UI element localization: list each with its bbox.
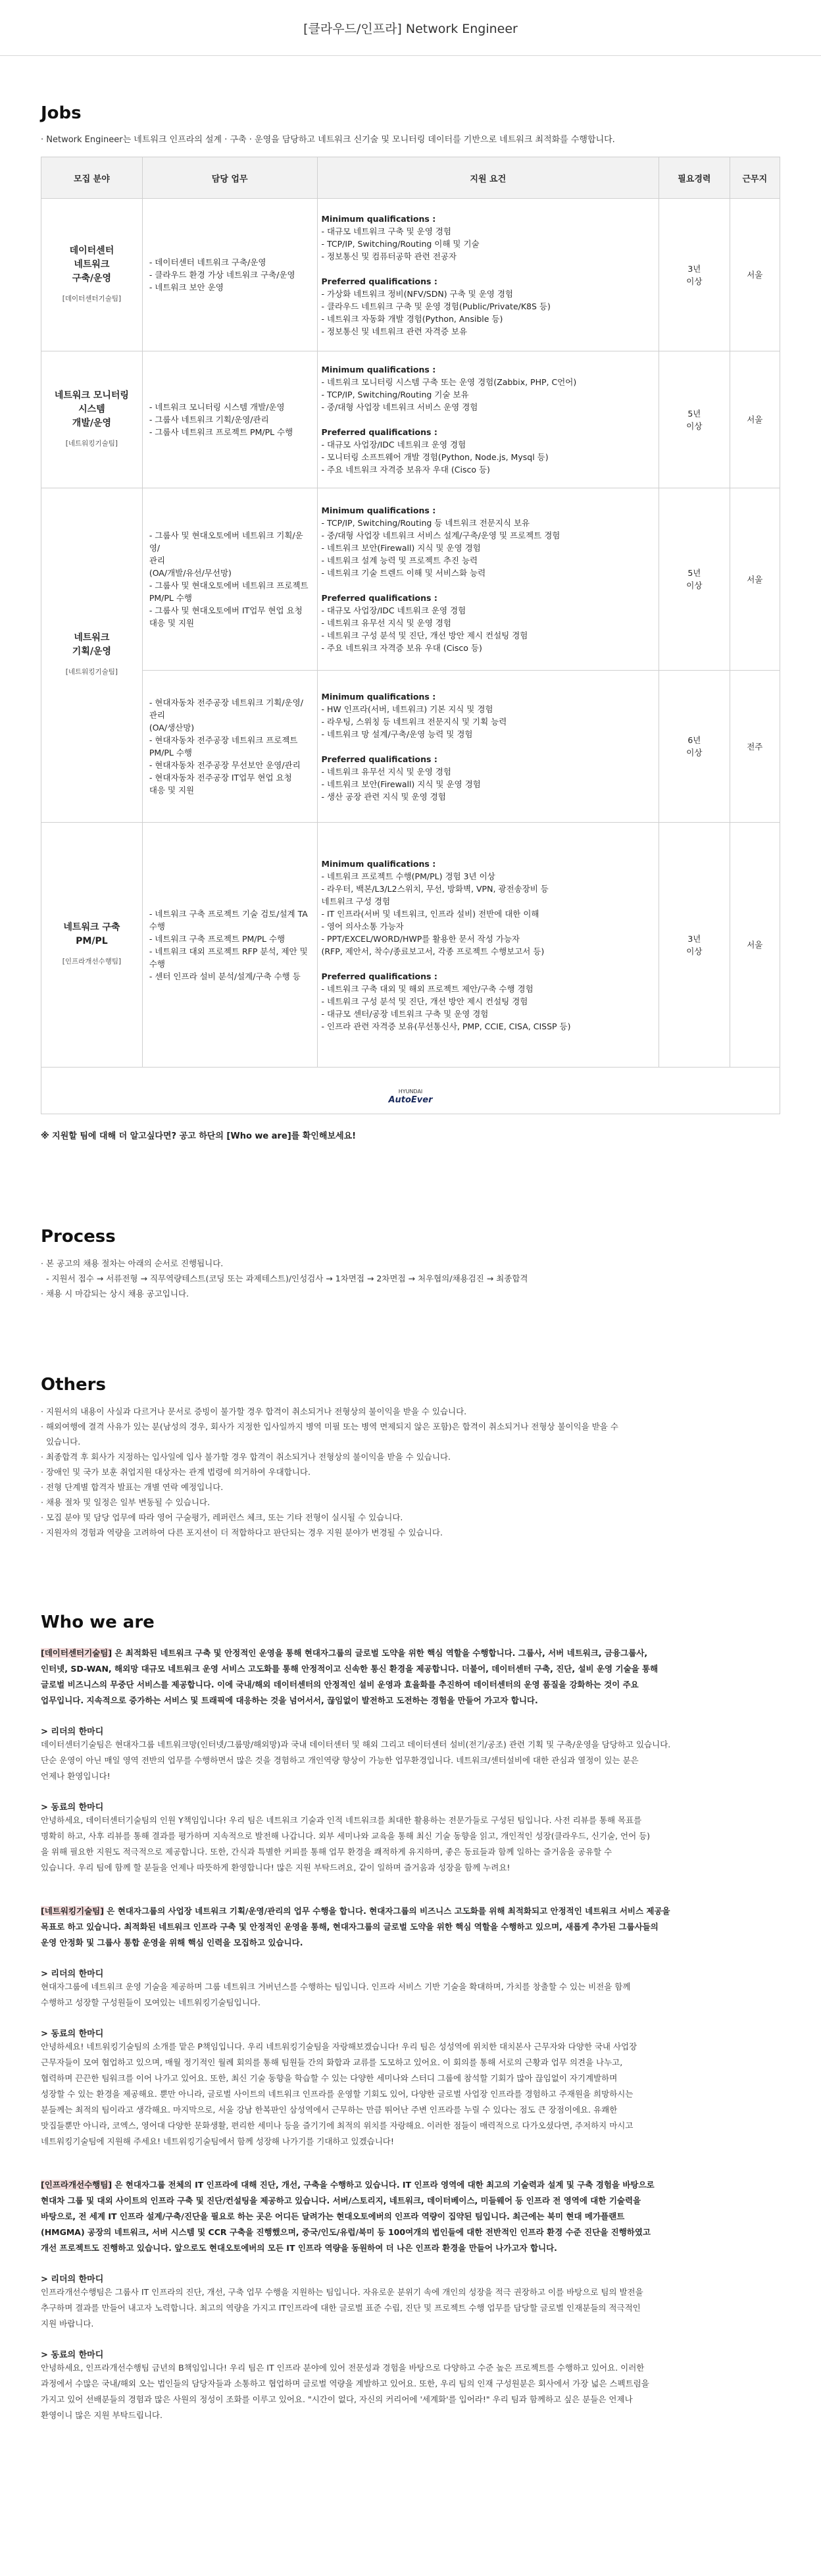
others-list [41,1404,780,1540]
req-line: - 네트워크 유무선 지식 및 운영 경험 [321,766,451,777]
req-line: - 모니터링 소프트웨어 개발 경험(Python, Node.js, Mysql 등) [321,452,549,462]
req-line: - 정보통신 및 네트워크 관련 자격증 보유 [321,326,468,336]
req-line: - 주요 네트워크 자격증 보유 우대 (Cisco 등) [321,643,482,653]
team-name: [네트워킹기술팀] [65,439,118,448]
team-intro-line: 은 현대자그룹의 사업장 네트워크 기획/운영/관리의 업무 수행을 합니다. 현대자그룹의 비즈니스 고도화를 위해 최적화되고 안정적인 네트워크 서비스 제공을 [103,1906,670,1916]
req-line: - 네트워크 보안(Firewall) 지식 및 운영 경험 [321,779,481,789]
team-highlight: [네트워킹기술팀] [41,1906,104,1916]
team-intro-line: 은 최적화된 네트워크 구축 및 안정적인 운영을 통해 현대자그룹의 글로벌 도약을 위한 핵심 역할을 수행합니다. 그룹사, 서버 네트워크, 금융그룹사, [112,1648,648,1658]
others-section [41,1375,780,1540]
team-intro-line: 목표로 하고 있습니다. 최적화된 네트워크 인프라 구축 및 안정적인 운영을 통해, 현대자그룹의 글로벌 도약을 위한 핵심 역할을 수행하고 있으며, 새롭게 추가된 그룹사들의 [41,1922,659,1932]
duty-line: - 현대자동차 전주공장 네트워크 기획/운영/ [149,698,303,708]
req-line: - 중/대형 사업장 네트워크 서비스 운영 경험 [321,402,478,412]
duty-line: PM/PL 수행 [149,748,192,758]
leader-heading: > 리더의 한마디 [41,2275,104,2284]
table-row [41,199,780,351]
min-qual-title: Minimum qualifications : [321,213,436,224]
req-line: - 대규모 사업장/IDC 네트워크 운영 경험 [321,440,466,450]
req-line: - 라우팅, 스위칭 등 네트워크 전문지식 및 기획 능력 [321,716,507,727]
req-line: - 대규모 센터/공장 네트워크 구축 및 운영 경험 [321,1008,489,1019]
pref-qual-title: Preferred qualifications : [321,754,437,764]
pref-qual-title: Preferred qualifications : [321,971,437,981]
text-line: 명확히 하고, 사후 리뷰를 통해 결과를 평가하며 지속적으로 발전해 나갑니다. 외부 세미나와 교육을 통해 최신 기술 동향을 읽고, 개인적인 성장(클라우드, 신기술, 언어 등) [41,1831,651,1841]
team-highlight: [인프라개선수행팀] [41,2180,112,2190]
job-experience-cell [659,671,730,823]
req-line: 네트워크 구성 경험 [321,896,391,906]
text-line: 성장할 수 있는 환경을 제공해요. 뿐만 아니라, 글로벌 사이트의 네트워크 인프라를 운영할 기회도 있어, 다양한 글로벌 사업장 인프라를 경험하고 주재원을 희망하시는 [41,2089,634,2099]
duty-line: - 센터 인프라 설비 분석/설계/구축 수행 등 [149,971,301,981]
pref-qual-title: Preferred qualifications : [321,593,437,603]
experience-value: 이상 [686,421,703,431]
job-location-cell: 서울 [730,351,780,488]
duty-line: - 네트워크 구축 프로젝트 기술 검토/설계 TA [149,908,308,919]
job-field-cell [41,823,143,1068]
team-intro-line: 인터넷, SD-WAN, 해외망 대규모 네트워크 운영 서비스 고도화를 통해 안정적이고 신속한 통신 환경을 제공합니다. 더불어, 데이터센터 구축, 진단, 설비 운영 기술을 통해 [41,1664,659,1674]
jobs-heading: Jobs [41,103,82,123]
team-block [41,1645,780,1876]
job-field-label: PM/PL [76,936,108,946]
company-logo [388,1087,432,1104]
experience-value: 3년 [687,263,701,274]
text-line: 있습니다. 우리 팀에 함께 할 분들을 언제나 따뜻하게 환영합니다! 많은 지원 부탁드려요, 같이 일하며 즐거움과 성장을 함께 누려요! [41,1863,510,1872]
req-line: - 네트워크 구성 분석 및 진단, 개선 방안 제시 컨설팅 경험 [321,631,528,640]
team-info-note: ※ 지원할 팀에 대해 더 알고싶다면? 공고 하단의 [Who we are]를 확인해보세요! [41,1131,357,1141]
list-item: · 전형 단계별 합격자 발표는 개별 연락 예정입니다. [41,1482,224,1492]
text-line: 안녕하세요! 네트워킹기술팀의 소개를 맡은 P책임입니다. 우리 네트워킹기술팀을 자랑해보겠습니다! 우리 팀은 성성역에 위치한 대치본사 근무자와 다양한 국내 사업장 [41,2042,637,2051]
job-field-label: 시스템 [78,403,105,415]
job-field-label: 네트워크 구축 [63,922,120,933]
job-experience-cell [659,199,730,351]
jobs-intro: · Network Engineer는 네트워크 인프라의 설계 · 구축 · 운영을 담당하고 네트워크 신기술 및 모니터링 데이터를 기반으로 네트워크 최적화를 수행합니다. [41,135,615,145]
text-line: 협력하며 끈끈한 팀워크를 이어 나가고 있어요. 또한, 최신 기술 동향을 학습할 수 있는 다양한 세미나와 스터디 그룹에 참석할 기회가 많아 끊임없이 자기계발하며 [41,2073,618,2083]
text-line: 가지고 있어 선배분들의 경험과 많은 사원의 정성이 조화를 이루고 있어요. "시간이 없다, 자신의 커리어에 '세계화'를 입어라!" 우리 팀과 함께하고 싶은 분들은 언제나 [41,2394,633,2404]
leader-heading: > 리더의 한마디 [41,1727,104,1737]
duty-line: - 데이터센터 네트워크 구축/운영 [149,257,266,267]
req-line: - 대규모 사업장/IDC 네트워크 운영 경험 [321,605,466,615]
duty-line: - 네트워크 모니터링 시스템 개발/운영 [149,402,285,412]
job-requirements-cell [317,823,659,1068]
req-line: - 생산 공장 관련 지식 및 운영 경험 [321,791,446,802]
req-line: - TCP/IP, Switching/Routing 이해 및 기술 [321,238,480,249]
experience-value: 이상 [686,748,703,758]
duty-line: - 그룹사 네트워크 기획/운영/관리 [149,415,269,425]
table-row [41,823,780,1068]
leader-heading: > 리더의 한마디 [41,1969,104,1979]
list-item: · 장애인 및 국가 보훈 취업지원 대상자는 관계 법령에 의거하여 우대합니다. [41,1467,311,1477]
list-item: · 최종합격 후 회사가 지정하는 입사일에 입사 불가할 경우 합격이 취소되거나 전형상의 불이익을 받을 수 있습니다. [41,1452,451,1462]
leader-text [41,2284,780,2332]
job-duty-cell [142,671,317,823]
logo-row [41,1068,780,1114]
duty-line: - 현대자동차 전주공장 무선보안 운영/관리 [149,760,301,770]
text-line: 안녕하세요, 인프라개선수행팀 금년의 B책임입니다! 우리 팀은 IT 인프라 분야에 있어 전문성과 경험을 바탕으로 다양하고 수준 높은 프로젝트를 수행하고 있어요. 이러한 [41,2363,645,2373]
job-duty-cell [142,488,317,671]
text-line: 현대자그룹에 네트워크 운영 기술을 제공하며 그룹 네트워크 거버넌스를 수행하는 팀입니다. 인프라 서비스 기반 기술을 확대하며, 가치를 창출할 수 있는 비전을 함께 [41,1982,631,1992]
peer-heading: > 동료의 한마디 [41,1803,104,1813]
req-line: - 네트워크 유무선 지식 및 운영 경험 [321,618,451,628]
peer-text [41,1813,780,1876]
req-line: - 라우터, 백본/L3/L2스위치, 무선, 방화벽, VPN, 광전송장비 등 [321,883,549,894]
text-line: 수행하고 성장할 구성원들이 모여있는 네트워킹기술팀입니다. [41,1997,261,2007]
text-line: 환영이니 많은 지원 부탁드립니다. [41,2410,162,2420]
req-line: - TCP/IP, Switching/Routing 기술 보유 [321,390,469,399]
others-heading: Others [41,1375,106,1395]
req-line: - 중/대형 사업장 네트워크 서비스 설계/구축/운영 및 프로젝트 경험 [321,530,560,540]
req-line: - 네트워크 설계 능력 및 프로젝트 추진 능력 [321,555,478,565]
team-intro [41,2177,780,2256]
team-block [41,1903,780,2150]
pref-qual-title: Preferred qualifications : [321,276,437,286]
list-item: - 지원서 접수 → 서류전형 → 직무역량테스트(코딩 또는 과제테스트)/인성검사 → 1차면접 → 2차면접 → 처우협의/채용검진 → 최종합격 [41,1274,528,1283]
experience-value: 3년 [687,933,701,944]
duty-line: - 클라우드 환경 가상 네트워크 구축/운영 [149,270,295,280]
peer-heading: > 동료의 한마디 [41,2350,104,2360]
job-field-label: 기획/운영 [72,646,112,657]
team-intro [41,1645,780,1709]
req-line: - HW 인프라(서버, 네트워크) 기본 지식 및 경험 [321,704,493,714]
req-line: - 인프라 관련 자격증 보유(무선통신사, PMP, CCIE, CISA, CISSP 등) [321,1021,571,1031]
page-header [0,0,821,56]
req-line: - 네트워크 망 설계/구축/운영 능력 및 경험 [321,729,473,739]
peer-text [41,2360,780,2423]
job-field-label: 네트워크 [74,632,110,643]
team-name: [인프라개선수행팀] [62,958,122,966]
duty-line: 수행 [149,958,165,969]
team-block [41,2177,780,2423]
logo-small-text: HYUNDAI [398,1089,423,1095]
text-line: 근무자들이 모여 협업하고 있으며, 매월 정기적인 월례 회의를 통해 팀원들 간의 화합과 교류를 도모하고 있어요. 이 회의를 통해 서로의 근황과 업무 의견을 나누고, [41,2057,623,2067]
job-experience-cell [659,823,730,1068]
req-line: - IT 인프라(서버 및 네트워크, 인프라 설비) 전반에 대한 이해 [321,908,539,919]
req-line: - 대규모 네트워크 구축 및 운영 경험 [321,226,451,236]
logo-big-text: AutoEver [388,1095,433,1105]
duty-line: 수행 [149,921,165,931]
col-header-experience: 필요경력 [659,157,730,199]
req-line: - 가상화 네트워크 정비(NFV/SDN) 구축 및 운영 경험 [321,288,513,299]
duty-line: - 현대자동차 전주공장 네트워크 프로젝트 [149,735,298,745]
experience-value: 5년 [687,568,701,578]
list-item: · 지원자의 경험과 역량을 고려하여 다른 포지션이 더 적합하다고 판단되는 경우 지원 분야가 변경될 수 있습니다. [41,1528,443,1537]
team-intro-line: 글로벌 비즈니스의 무중단 서비스를 제공합니다. 이에 국내/해외 데이터센터의 안정적인 설비 운영과 효율화를 추진하여 데이터센터의 운영 품질을 강화하는 것이 주요 [41,1680,639,1689]
leader-text [41,1979,780,2011]
team-intro-line: 바탕으로, 전 세계 IT 인프라 설계/구축/진단을 필요로 하는 곳은 어디든 달려가는 현대오토에버의 인프라 역량이 집약된 팀입니다. 최근에는 북미 현대 메가플랜트 [41,2211,625,2221]
experience-value: 6년 [687,735,701,745]
jobs-table-header [41,157,780,199]
team-intro-line: 현대차 그룹 및 대외 사이트의 인프라 구축 및 진단/컨설팅을 제공하고 있습니다. 서버/스토리지, 네트워크, 데이터베이스, 미들웨어 등 인프라 전 영역에 대한 기술력을 [41,2196,641,2205]
req-line: - 정보통신 및 컴퓨터공학 관련 전공자 [321,251,457,261]
peer-heading: > 동료의 한마디 [41,2029,104,2039]
process-heading: Process [41,1227,116,1247]
duty-line: - 그룹사 및 현대오토에버 네트워크 기획/운영/ [149,530,303,553]
req-line: - TCP/IP, Switching/Routing 등 네트워크 전문지식 보유 [321,518,530,528]
job-location-cell: 서울 [730,488,780,671]
peer-text [41,2039,780,2150]
team-highlight: [데이터센터기술팀] [41,1648,112,1658]
experience-value: 이상 [686,276,703,286]
req-line: - 네트워크 구축 대외 및 해외 프로젝트 제안/구축 수행 경험 [321,983,534,994]
min-qual-title: Minimum qualifications : [321,691,436,702]
list-item: · 본 공고의 채용 절차는 아래의 순서로 진행됩니다. [41,1258,224,1268]
duty-line: PM/PL 수행 [149,593,192,603]
list-item: · 채용 시 마감되는 상시 채용 공고입니다. [41,1289,189,1299]
list-item: · 채용 절차 및 일정은 일부 변동될 수 있습니다. [41,1497,211,1507]
duty-line: 관리 [149,710,165,720]
job-requirements-cell [317,671,659,823]
req-line: (RFP, 제안서, 착수/종료보고서, 각종 프로젝트 수행보고서 등) [321,946,545,956]
duty-line: - 네트워크 대외 프로젝트 RFP 분석, 제안 및 [149,946,308,956]
duty-line: (OA/개발/유선/무선망) [149,568,232,578]
process-list [41,1256,780,1301]
req-line: - 네트워크 프로젝트 수행(PM/PL) 경험 3년 이상 [321,871,495,881]
list-item: · 해외여행에 결격 사유가 있는 분(남성의 경우, 회사가 지정한 입사일까지 병역 미필 또는 병역 면제되지 않은 포함)은 합격이 취소되거나 전형상 불이익을 받을 수 [41,1422,618,1431]
job-field-cell [41,351,143,488]
text-line: 분들께는 최적의 팀이라고 생각해요. 마지막으로, 서울 강남 한복판인 삼성역에서 근무하는 만큼 뛰어난 주변 인프라를 누릴 수 있다는 점도 큰 장점이에요. 유쾌한 [41,2105,618,2115]
text-line: 인프라개선수행팀은 그룹사 IT 인프라의 진단, 개선, 구축 업무 수행을 지원하는 팀입니다. 자유로운 분위기 속에 개인의 성장을 적극 권장하고 이를 바탕으로 팀의 발전을 [41,2287,643,2297]
team-name: [데이터센터기술팀] [62,294,122,303]
text-line: 맛집들뿐만 아니라, 코엑스, 영어대 다양한 문화생활, 편리한 세미나 등을 즐기기에 최적의 위치를 자랑해요. 이러한 점들이 매력적으로 다가오셨다면, 주저하지 마시고 [41,2121,634,2130]
min-qual-title: Minimum qualifications : [321,858,436,869]
experience-value: 이상 [686,946,703,956]
duty-line: - 네트워크 구축 프로젝트 PM/PL 수행 [149,933,286,944]
team-intro-line: 업무입니다. 지속적으로 증가하는 서비스 및 트래픽에 대응하는 것을 넘어서서, 끊임없이 발전하고 도전하는 경험을 만들어 가고자 합니다. [41,1695,538,1705]
duty-line: - 그룹사 네트워크 프로젝트 PM/PL 수행 [149,427,293,437]
req-line: - 네트워크 모니터링 시스템 구축 또는 운영 경험(Zabbix, PHP, C언어) [321,377,577,387]
min-qual-title: Minimum qualifications : [321,365,436,374]
text-line: 단순 운영이 아닌 매일 영역 전반의 업무를 수행하면서 많은 것을 경험하고 개인역량 향상이 가능한 업무환경입니다. 네트워크/센터설비에 대한 관심과 열정이 있는 분은 [41,1755,639,1765]
job-experience-cell [659,488,730,671]
duty-line: 대응 및 지원 [149,785,195,795]
req-line: - PPT/EXCEL/WORD/HWP를 활용한 문서 작성 가능자 [321,933,520,944]
leader-text [41,1737,780,1784]
text-line: 언제나 환영입니다! [41,1771,111,1781]
col-header-field: 모집 분야 [41,157,143,199]
team-intro [41,1903,780,1951]
text-line: 지원 바랍니다. [41,2319,94,2329]
experience-value: 이상 [686,580,703,590]
team-intro-line: (HMGMA) 공장의 네트워크, 서버 시스템 및 CCR 구축을 진행했으며, 중국/인도/유럽/북미 등 100여개의 법인들에 대한 전반적인 인프라 환경 수준 진단을 진행하였고 [41,2227,651,2237]
duty-line: (OA/생산망) [149,723,195,733]
duty-line: 관리 [149,555,165,565]
process-section [41,1227,780,1301]
list-item: · 모집 분야 및 담당 업무에 따라 영어 구술평가, 레퍼런스 체크, 또는 기타 전형이 실시될 수 있습니다. [41,1512,403,1522]
pref-qual-title: Preferred qualifications : [321,427,437,437]
req-line: - 네트워크 보안(Firewall) 지식 및 운영 경험 [321,543,481,553]
job-duty-cell [142,351,317,488]
req-line: - 네트워크 기술 트렌드 이해 및 서비스화 능력 [321,568,486,578]
text-line: 데이터센터기술팀은 현대자그룹 네트워크망(인터넷/그룹망/해외망)과 국내 데이터센터 및 해외 그리고 데이터센터 설비(전기/공조) 관련 기획 및 구축/운영을 담당하고 있습니다. [41,1739,671,1749]
job-experience-cell [659,351,730,488]
job-field-label: 네트워크 [74,259,110,270]
col-header-requirements: 지원 요건 [317,157,659,199]
job-field-label: 개발/운영 [72,417,112,428]
list-item: 있습니다. [41,1437,81,1447]
job-location-cell: 전주 [730,671,780,823]
job-duty-cell [142,199,317,351]
page-title: [클라우드/인프라] Network Engineer [303,21,518,36]
job-duty-cell [142,823,317,1068]
duty-line: - 네트워크 보안 운영 [149,282,224,292]
job-field-label: 데이터센터 [69,245,114,256]
text-line: 과정에서 수많은 국내/해외 오는 법인들의 담당자들과 소통하고 협업하며 글로벌 역량을 계발하고 있어요. 또한, 우리 팀의 인재 구성원분은 회사에서 가장 넓은 스펙트럼을 [41,2379,649,2388]
team-name: [네트워킹기술팀] [65,668,118,676]
job-requirements-cell [317,351,659,488]
job-field-label: 구축/운영 [72,272,112,284]
job-field-label: 네트워크 모니터링 [54,390,129,401]
duty-line: - 그룹사 및 현대오토에버 네트워크 프로젝트 [149,580,309,590]
job-field-cell [41,488,143,823]
team-intro-line: 운영 안정화 및 그룹사 통합 운영을 위해 핵심 인력을 모집하고 있습니다. [41,1938,303,1947]
col-header-location: 근무지 [730,157,780,199]
text-line: 안녕하세요, 데이터센터기술팀의 인원 Y책임입니다! 우리 팀은 네트워크 기술과 인적 네트워크를 최대한 활용하는 전문가들로 구성된 팀입니다. 사전 리뷰를 통해 목표를 [41,1815,642,1825]
text-line: 네트워킹기술팀에 지원해 주세요! 네트워킹기술팀에서 함께 성장해 나가기를 기대하고 있겠습니다! [41,2136,394,2146]
job-requirements-cell [317,488,659,671]
req-line: - 네트워크 자동화 개발 경험(Python, Ansible 등) [321,313,503,324]
text-line: 을 위해 필요한 지원도 적극적으로 제공합니다. 또한, 간식과 특별한 커피를 통해 업무 환경을 쾌적하게 유지하며, 좋은 동료들과 함께 일하는 즐거움을 공유할 수 [41,1847,612,1857]
job-field-cell [41,199,143,351]
who-heading: Who we are [41,1612,155,1632]
table-row [41,351,780,488]
list-item: · 지원서의 내용이 사실과 다르거나 문서로 증빙이 불가할 경우 합격이 취소되거나 전형상의 불이익을 받을 수 있습니다. [41,1406,467,1416]
duty-line: - 현대자동차 전주공장 IT업무 현업 요청 [149,773,292,783]
who-section [41,1612,780,2423]
duty-line: 대응 및 지원 [149,618,195,628]
jobs-table [41,157,780,1114]
team-intro-line: 은 현대자그룹 전체의 IT 인프라에 대해 진단, 개선, 구축을 수행하고 있습니다. IT 인프라 영역에 대한 최고의 기술력과 설계 및 구축 경험을 바탕으로 [112,2180,655,2190]
experience-value: 5년 [687,408,701,419]
job-location-cell: 서울 [730,199,780,351]
min-qual-title: Minimum qualifications : [321,505,436,515]
text-line: 추구하며 결과를 만들어 내고자 노력합니다. 최고의 역량을 가지고 IT인프라에 대한 글로벌 표준 수립, 진단 및 프로젝트 수행 업무를 담당할 글로벌 인재분들의 적극적인 [41,2303,641,2313]
duty-line: - 그룹사 및 현대오토에버 IT업무 현업 요청 [149,605,303,615]
job-requirements-cell [317,199,659,351]
table-row [41,671,780,823]
table-row [41,488,780,671]
logo-cell [41,1068,780,1114]
req-line: - 주요 네트워크 자격증 보유자 우대 (Cisco 등) [321,465,490,475]
job-location-cell: 서울 [730,823,780,1068]
req-line: - 클라우드 네트워크 구축 및 운영 경험(Public/Private/K8S 등) [321,301,551,311]
req-line: - 네트워크 구성 분석 및 진단, 개선 방안 제시 컨설팅 경험 [321,996,528,1006]
req-line: - 영어 의사소통 가능자 [321,921,404,931]
jobs-section [41,103,780,1141]
col-header-duty: 담당 업무 [142,157,317,199]
team-intro-line: 개선 프로젝트도 진행하고 있습니다. 앞으로도 현대오토에버의 모든 IT 인프라 역량을 동원하여 더 나은 인프라 환경을 만들어 나가고자 합니다. [41,2243,557,2253]
